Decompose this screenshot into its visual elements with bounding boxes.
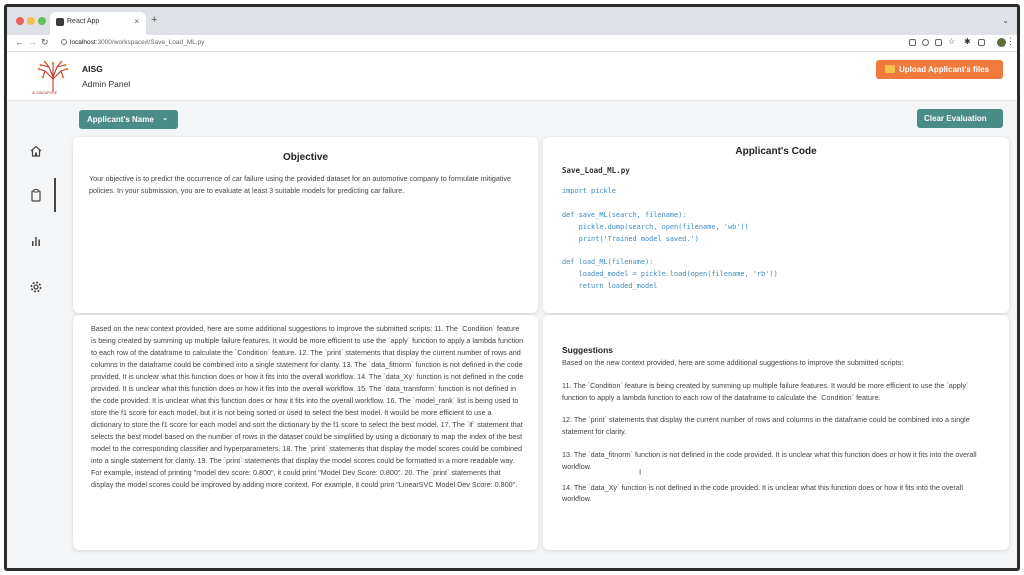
- chevron-down-icon: ⌄: [162, 115, 168, 122]
- profile-avatar[interactable]: [997, 38, 1006, 47]
- side-panel-icon[interactable]: [978, 39, 985, 46]
- reload-icon[interactable]: ↻: [41, 37, 49, 47]
- list-item: 11. The `Condition` feature is being created by summing up multiple failure features. It would be more efficient to use the `apply` function to apply a lambda function to each row of the dataframe to calculate the `Condition` feature.: [562, 380, 969, 402]
- browser-menu-icon[interactable]: ⋮: [1006, 36, 1015, 46]
- maximize-window-button[interactable]: [38, 17, 46, 25]
- extensions-puzzle-icon[interactable]: ✱: [964, 37, 971, 46]
- evaluation-text-card: [73, 315, 538, 550]
- applicant-code-card: [543, 137, 1009, 313]
- text-cursor-icon: I: [639, 468, 642, 477]
- url-path: :3000/workspace#/Save_Load_ML.py: [95, 39, 205, 46]
- admin-panel-label: Admin Panel: [82, 79, 131, 89]
- brand-name: AISG: [82, 64, 103, 74]
- sidebar: [7, 102, 63, 572]
- evaluation-text: Based on the new context provided, here are some additional suggestions to improve the submitted scripts: 11. The `Condition` feature is being created by summing up multiple failure features. It would be more efficient to use the `apply` function to apply a lambda function to each row of the dataframe to calculate the `Condition` feature. 12. The `print` statements that display the current number of rows and columns in the dataframe could be combined into a single statement for clarity. 13. The `data_fitnorm` function is not defined in the code provided. It is unclear what this function does or how it fits into the overall workflow. 14. The `data_Xy` function is not defined in the code provided. It is unclear what this function does or how it fits into the overall workflow. 15. The `data_transform` function is not defined in the code provided. It is unclear what this function does or how it fits into the overall workflow. 16. The `model_rank` list is being used to store the f1 score for each model, but it is not being sorted or used to select the best model. It would be more efficient to use a dictionary to store the f1 score for each model and sort the dictionary by the f1 score to select the best model. 17. The `if` statement that selects the best model based on the number of rows in the dataset could be simplified by using a dictionary to map the index of the best model to the corresponding classifier and hyperparameters. 18. The `print` statements that display the model scores could be combined into a single statement for clarity. 19. The `print` statements that display the model scores could be formatted in a more readable way. For example, instead of printing "model dev score: 0.800", it could print "Model Dev Score: 0.800". 20. The `print` statements that display the model scores could be improved by adding more context. For example, it could print "LinearSVC Model Dev Score: 0.800".: [91, 324, 524, 489]
- clear-evaluation-button[interactable]: Clear Evaluation: [917, 109, 1003, 128]
- list-item: 14. The `data_Xy` function is not defined in the code provided. It is unclear what this function does or how it fits into the overall workflow.: [562, 482, 964, 504]
- code-block: import pickle def save_ML(search, filename): pickle.dump(search, open(filename, 'wb')) print('Trained model saved.') def load_ML(filename): loaded_model = pickle.load(open(filename, 'rb')) return loaded_model: [562, 187, 778, 291]
- address-bar: [7, 35, 1017, 52]
- code-filename: Save_Load_ML.py: [562, 166, 630, 175]
- new-tab-button[interactable]: +: [151, 14, 158, 26]
- applicant-code-title: Applicant's Code: [735, 146, 817, 157]
- close-window-button[interactable]: [16, 17, 24, 25]
- tab-bar: [7, 7, 1017, 35]
- site-info-icon[interactable]: [61, 39, 67, 45]
- logo-caption: AI SINGAPORE: [32, 91, 58, 95]
- minimize-window-button[interactable]: [27, 17, 35, 25]
- tab-menu-chevron-icon[interactable]: ⌄: [1002, 16, 1009, 25]
- home-icon[interactable]: [29, 144, 43, 158]
- suggestions-intro: Based on the new context provided, here are some additional suggestions to improve the submitted scripts:: [562, 358, 904, 367]
- react-favicon-icon: [56, 18, 64, 26]
- applicant-name-dropdown[interactable]: [79, 110, 178, 129]
- suggestions-card[interactable]: [543, 315, 1009, 550]
- objective-title: Objective: [282, 152, 329, 163]
- tab-close-icon[interactable]: ×: [134, 17, 139, 26]
- folder-icon: [885, 65, 895, 73]
- suggestions-body: [543, 355, 1009, 504]
- objective-text: Your objective is to predict the occurrence of car failure using the provided dataset for an automotive company to formulate mitigative policies. In your submission, you are to evaluate at least 3 suitable models for predicting car failure.: [89, 174, 512, 195]
- clipboard-icon[interactable]: [29, 188, 43, 202]
- suggestions-title: Suggestions: [562, 345, 614, 355]
- url-host: localhost: [70, 39, 96, 46]
- gear-icon[interactable]: [29, 280, 43, 294]
- upload-files-button[interactable]: [876, 60, 1003, 79]
- app-header: [7, 52, 1017, 101]
- objective-card: [73, 137, 538, 313]
- url-field[interactable]: [61, 37, 891, 50]
- install-app-icon[interactable]: [909, 39, 916, 46]
- browser-tab[interactable]: [50, 12, 146, 35]
- bar-chart-icon[interactable]: [29, 234, 43, 248]
- upload-files-label: Upload Applicant's files: [899, 65, 990, 74]
- share-icon[interactable]: [935, 39, 942, 46]
- zoom-icon[interactable]: [922, 39, 929, 46]
- tab-title: React App: [67, 18, 100, 25]
- list-item: 13. The `data_fitnorm` function is not defined in the code provided. It is unclear what this function does or how it fits into the overall workflow.: [562, 449, 977, 471]
- forward-icon[interactable]: →: [28, 37, 37, 47]
- applicant-name-label: Applicant's Name: [87, 115, 154, 124]
- sidebar-active-indicator: [54, 178, 56, 212]
- back-icon[interactable]: ←: [15, 37, 24, 47]
- aisg-tree-logo-icon: [31, 57, 75, 95]
- browser-window: [4, 4, 1020, 571]
- list-item: 12. The `print` statements that display the current number of rows and columns in the dataframe could be combined into a single statement for clarity.: [562, 415, 970, 437]
- bookmark-star-icon[interactable]: ☆: [948, 37, 956, 46]
